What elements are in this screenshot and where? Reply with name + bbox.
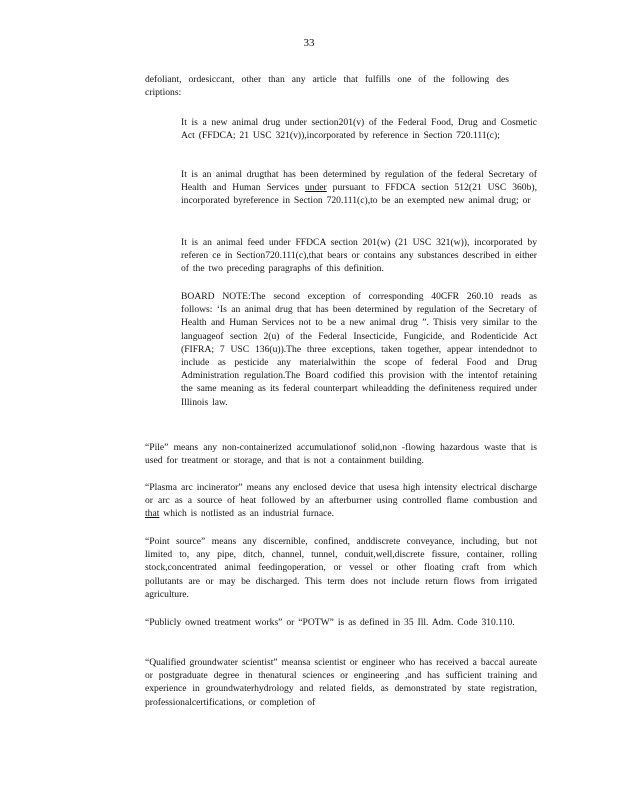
board-note: BOARD NOTE:The second exception of corresponding 40CFR 260.10 reads as follows: ‘Is an animal drug that has been determined by regulation of the Secretary of Health and Human Services not to be a new animal drug ”. Thisis very similar to the languageof section 2(u) of the Federal Insecticide, Fungicide, and Rodenticide Act (FIFRA; 7 USC 136(u)).The three exceptions, taken together, appear intendednot to include as pesticide any materialwithin the scope of federal Food and Drug Administration regulation.The Board codified this provision with the intentof retaining the same meaning as its federal counterpart whileadding the definiteness required under Illinois law. [181, 291, 537, 408]
lead-paragraph: defoliant, ordesiccant, other than any article that fulfills one of the following des criptions: [145, 74, 509, 99]
exception-item-2-text-a: It is an animal drugthat has been determined by regulation of the federal Secretary of Health and Human Services [181, 169, 537, 194]
definition-point-source: “Point source” means any discernible, confined, anddiscrete conveyance, including, but not limited to, any pipe, ditch, channel, tunnel, conduit,well,discrete fissure, container, rolling stock,concentrated animal feedingoperation, or vessel or other floating craft from which pollutants are or may be discharged. This term does not include return flows from irrigated agriculture. [145, 536, 537, 600]
exception-item-1: It is a new animal drug under section201(v) of the Federal Food, Drug and Cosmetic Act (FFDCA; 21 USC 321(v)),incorporated by reference in Section 720.111(c); [181, 117, 537, 142]
definition-plasma-underlined: that [145, 508, 160, 520]
definition-plasma-text-b: which is notlisted as an industrial furnace. [159, 508, 335, 520]
page-number: 33 [303, 37, 315, 49]
definition-plasma-text-a: “Plasma arc incinerator” means any enclosed device that usesa high intensity electrical discharge or arc as a source of heat followed by an afterburner using controlled flame combustion and [145, 482, 537, 507]
definition-plasma-arc-incinerator [145, 481, 537, 521]
exception-item-3: It is an animal feed under FFDCA section 201(w) (21 USC 321(w)), incorporated by referen ce in Section720.111(c),that bears or contains any substances described in either of the two preceding paragraphs of this definition. [181, 237, 537, 275]
exception-item-2 [181, 168, 537, 208]
definition-potw: “Publicly owned treatment works” or “POTW” is as defined in 35 Ill. Adm. Code 310.110. [145, 617, 515, 628]
definition-pile: “Pile” means any non-containerized accumulationof solid,non -flowing hazardous waste that is used for treatment or storage, and that is not a containment building. [145, 442, 537, 467]
exception-item-2-underlined: under [304, 182, 327, 194]
exception-item-2-text-b: pursuant to FFDCA section 512(21 USC 360b), incorporated byreference in Section 720.111(c),to be an exempted new animal drug; or [181, 182, 537, 207]
definition-qualified-groundwater-scientist: “Qualified groundwater scientist” meansa scientist or engineer who has received a baccal aureate or postgraduate degree in thenatural sciences or engineering ,and has sufficient training and experience in groundwaterhydrology and related fields, as demonstrated by state registration, professionalcertifications, or completion of [145, 657, 537, 708]
